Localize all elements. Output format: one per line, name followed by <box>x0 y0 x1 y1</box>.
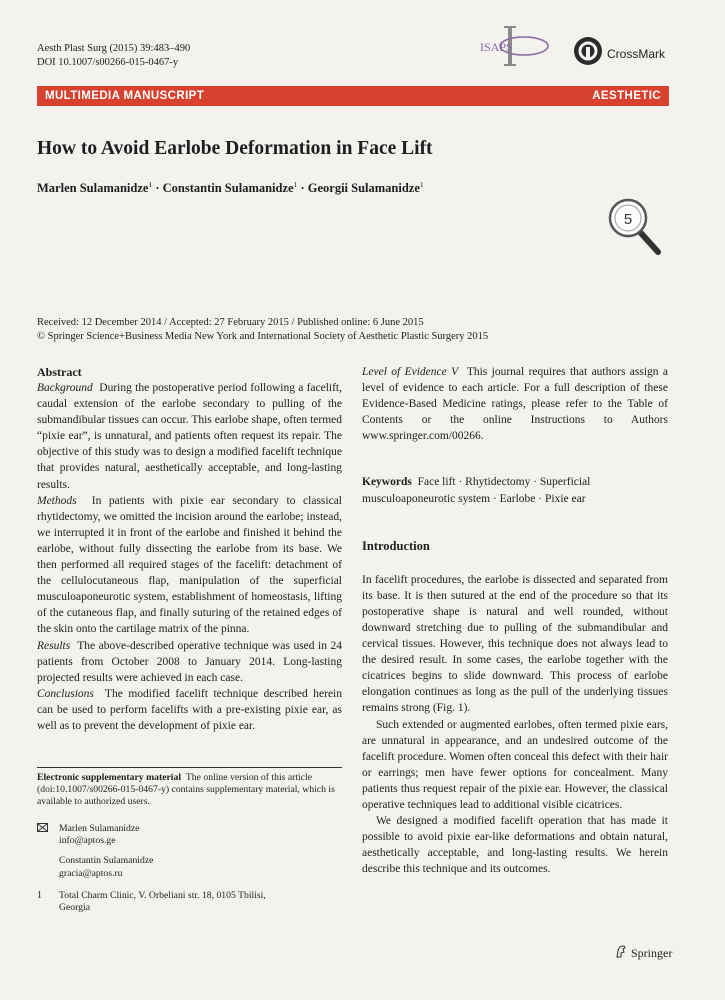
abstract-methods: Methods In patients with pixie ear secondary to classical rhytidectomy, we omitted the incision around the earlobe; instead, we interrupted it in front of the earlobe and finished it behind the earlobe, without fully dissecting the earlobe from its base. We then performed all required stages of the facelift: detachment of the cellulocutaneous flap, manipulation of the superficial musculoaponeurotic system, establishment of homeostasis, lifting of the cutaneous flap, and finally suturing of the retained edges of the skin onto the cartilage matrix of the pinna. <box>37 494 343 636</box>
author-name[interactable]: Constantin Sulamanidze <box>162 181 294 196</box>
badge-number: 5 <box>623 211 633 228</box>
springer-logo <box>614 944 672 962</box>
correspondence <box>37 823 337 914</box>
author-name[interactable]: Georgii Sulamanidze <box>307 181 420 196</box>
intro-paragraph: Such extended or augmented earlobes, often termed pixie ears, are unnatural in appearance, and an undesired outcome of the facelift procedure. Women often conceal this defect with their hair or earrings; men have fewer options for concealment. Many patients thus request repair of the pixie ear. However, the classical operative techniques lead to additional visible cicatrices. <box>362 718 668 811</box>
introduction-heading: Introduction <box>362 538 430 553</box>
banner-right: AESTHETIC <box>592 90 661 102</box>
intro-paragraph: We designed a modified facelift operation that has made it possible to avoid pixie ear-like deformations and obtain natural, aesthetically acceptable, and long-lasting results. We herein describe this technique and its outcomes. <box>362 815 668 876</box>
article-title: How to Avoid Earlobe Deformation in Face Lift <box>37 138 433 159</box>
abstract-background: Background During the postoperative period following a facelift, caudal extension of the earlobe secondary to pulling of the submandibular tissues can occur. This earlobe shape, often termed “pixie ear”, is unnatural, and patients often request its repair. The objective of this study was to design a modified facelift technique that provides natural, aesthetically acceptable, and long-lasting results. <box>37 382 343 491</box>
banner-left: MULTIMEDIA MANUSCRIPT <box>45 90 205 102</box>
affiliation-number: 1 <box>37 889 42 901</box>
abstract-heading: Abstract <box>37 365 82 379</box>
doi[interactable]: DOI 10.1007/s00266-015-0467-y <box>37 57 179 68</box>
section-banner <box>37 86 669 106</box>
magnifier-badge-icon[interactable] <box>604 196 664 256</box>
supplementary-material-note: Electronic supplementary material The online version of this article (doi:10.1007/s00266-015-0467-y) contains supplementary material, which is available to authorized users. <box>37 772 335 808</box>
abstract-results: Results The above-described operative technique was used in 24 patients from October 2008 to January 2014. Long-lasting projected results were achieved in each case. <box>37 639 342 684</box>
springer-horse-icon <box>614 944 628 962</box>
abstract-conclusions: Conclusions The modified facelift technique described herein can be used to perform facelifts with a pre-existing pixie ear, as well as to prevent the development of pixie ear. <box>37 687 342 732</box>
footnote-divider <box>37 767 342 768</box>
affiliation-line: Georgia <box>59 902 91 914</box>
corr-name: Constantin Sulamanidze <box>59 855 154 867</box>
crossmark-badge[interactable] <box>573 36 665 71</box>
intro-paragraph: In facelift procedures, the earlobe is dissected and separated from its base. It is then sutured at the end of the procedure so that its postoperative shape is natural and well rounded, without downward stretching due to pulling of the submandibular and cervical tissues. However, this technique does not always lead to the desired result. In some cases, the earlobe together with the cicatrices begins to slide downward. This process of earlobe elongation continues as long as the pull of the underlying tissues remains strong (Fig. 1). <box>362 573 668 715</box>
left-column <box>37 364 342 734</box>
isaps-logo-text: ISAPS <box>480 40 513 54</box>
crossmark-icon <box>573 36 603 71</box>
affiliation-line: Total Charm Clinic, V. Orbeliani str. 18, 0105 Tbilisi, <box>59 889 266 901</box>
corr-email[interactable]: gracia@aptos.ru <box>59 867 123 879</box>
keywords: Keywords Face lift · Rhytidectomy · Superficial musculoaponeurotic system · Earlobe · Pixie ear <box>362 476 591 505</box>
envelope-icon <box>37 823 59 880</box>
corr-email[interactable]: info@aptos.ge <box>59 835 116 847</box>
publication-dates: Received: 12 December 2014 / Accepted: 27 February 2015 / Published online: 6 June 2015 © Springer Science+Business Media New York and International Society of Aesthetic Plastic Surgery 2015 <box>37 317 489 342</box>
crossmark-label: CrossMark <box>607 46 666 61</box>
isaps-logo-icon <box>478 24 550 68</box>
author-list: Marlen Sulamanidze$^1$ · Constantin Sulamanidze$^1$ · Georgii Sulamanidze$^1$ <box>37 180 424 196</box>
publisher-name: Springer <box>631 945 673 960</box>
journal-ref: Aesth Plast Surg (2015) 39:483–490 <box>37 43 191 54</box>
corr-name: Marlen Sulamanidze <box>59 823 140 834</box>
level-of-evidence: Level of Evidence V This journal requires that authors assign a level of evidence to each article. For a full description of these Evidence-Based Medicine ratings, please refer to the Table of Contents or the online Instructions to Authors www.springer.com/00266. <box>362 366 669 443</box>
author-name[interactable]: Marlen Sulamanidze <box>37 181 149 196</box>
right-column <box>362 364 668 877</box>
journal-header <box>37 42 190 70</box>
